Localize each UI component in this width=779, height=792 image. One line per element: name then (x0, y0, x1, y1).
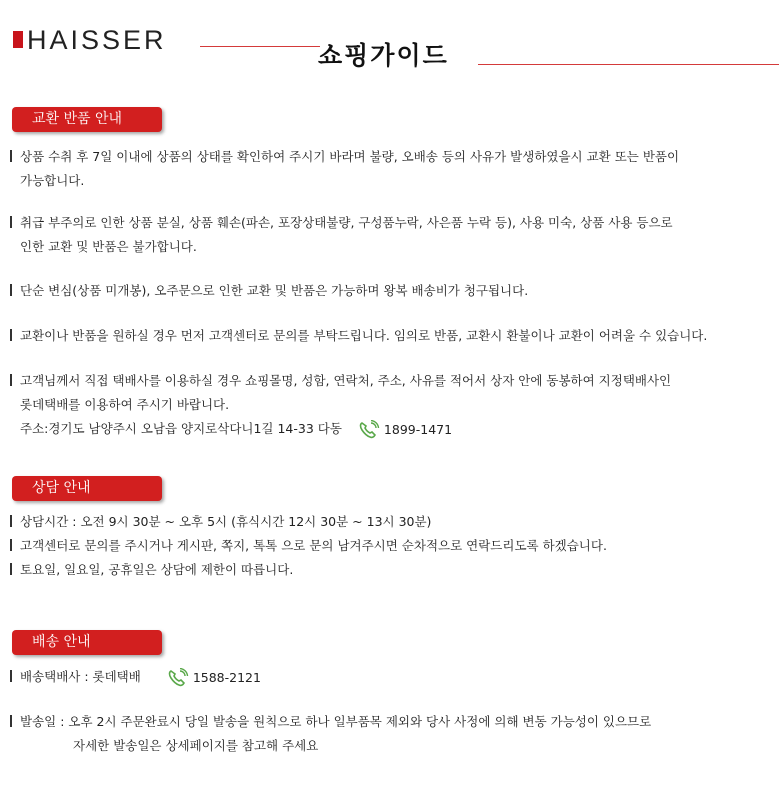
section-badge-consult: 상담 안내 (12, 476, 162, 501)
delivery-shipping: 발송일 : 오후 2시 주문완료시 당일 발송을 원칙으로 하나 일부품목 제외와 당사 사정에 의해 변동 가능성이 있으므로 자세한 발송일은 상세페이지를 참고해 주세요 (10, 710, 651, 758)
bullet-bar (10, 329, 12, 341)
header-rule-left (200, 46, 320, 47)
bullet-bar (10, 515, 12, 527)
bullet-bar (10, 284, 12, 296)
page-title: 쇼핑가이드 (318, 41, 449, 70)
section-badge-exchange: 교환 반품 안내 (12, 107, 162, 132)
exchange-item-2: 취급 부주의로 인한 상품 분실, 상품 훼손(파손, 포장상태불량, 구성품누락, 사은품 누락 등), 사용 미숙, 상품 사용 등으로 인한 교환 및 반품은 불가합니다. (10, 211, 673, 259)
bullet-bar (10, 715, 12, 727)
delivery-courier (10, 665, 261, 690)
bullet-bar (10, 563, 12, 575)
logo-mark (13, 31, 23, 48)
phone-icon (358, 420, 380, 440)
phone-number[interactable]: 1899-1471 (383, 421, 453, 437)
bullet-bar (10, 539, 12, 551)
phone-icon (167, 668, 189, 688)
bullet-bar (10, 216, 12, 228)
header (0, 0, 779, 80)
phone-contact[interactable] (167, 666, 261, 690)
return-address: 주소:경기도 남양주시 오남읍 양지로삭다니1길 14-33 다동 (20, 421, 342, 436)
exchange-item-1: 상품 수취 후 7일 이내에 상품의 상태를 확인하여 주시기 바라며 불량, 오배송 등의 사유가 발생하였을시 교환 또는 반품이 가능합니다. (10, 145, 679, 193)
courier-label: 배송택배사 : 롯데택배 (20, 669, 141, 684)
bullet-bar (10, 670, 12, 682)
bullet-bar (10, 150, 12, 162)
header-rule-right (478, 64, 779, 65)
exchange-item-5: 고객님께서 직접 택배사를 이용하실 경우 쇼핑몰명, 성함, 연락처, 주소, 사유를 적어서 상자 안에 동봉하여 지정택배사인 롯데택배를 이용하여 주시기 바랍니다. 주소:경기도 남양주시 오남읍 양지로삭다니1길 14-33 다동 1899-1471 (10, 369, 671, 442)
brand-logo[interactable]: HAISSER (27, 25, 167, 55)
phone-number[interactable]: 1588-2121 (192, 669, 261, 685)
exchange-item-3: 단순 변심(상품 미개봉), 오주문으로 인한 교환 및 반품은 가능하며 왕복 배송비가 청구됩니다. (10, 279, 528, 303)
section-badge-delivery: 배송 안내 (12, 630, 162, 655)
exchange-item-4: 교환이나 반품을 원하실 경우 먼저 고객센터로 문의를 부탁드립니다. 임의로 반품, 교환시 환불이나 교환이 어려울 수 있습니다. (10, 324, 707, 348)
consult-hours: 상담시간 : 오전 9시 30분 ~ 오후 5시 (휴식시간 12시 30분 ~ 13시 30분) (20, 514, 432, 529)
bullet-bar (10, 374, 12, 386)
consult-list: 상담시간 : 오전 9시 30분 ~ 오후 5시 (휴식시간 12시 30분 ~ 13시 30분) 고객센터로 문의를 주시거나 게시판, 쪽지, 톡톡 으로 문의 남겨주시면 순차적으로 연락드리도록 하겠습니다. 토요일, 일요일, 공휴일은 상담에 제한이 따릅니다. (10, 510, 607, 582)
phone-contact[interactable] (358, 418, 452, 442)
